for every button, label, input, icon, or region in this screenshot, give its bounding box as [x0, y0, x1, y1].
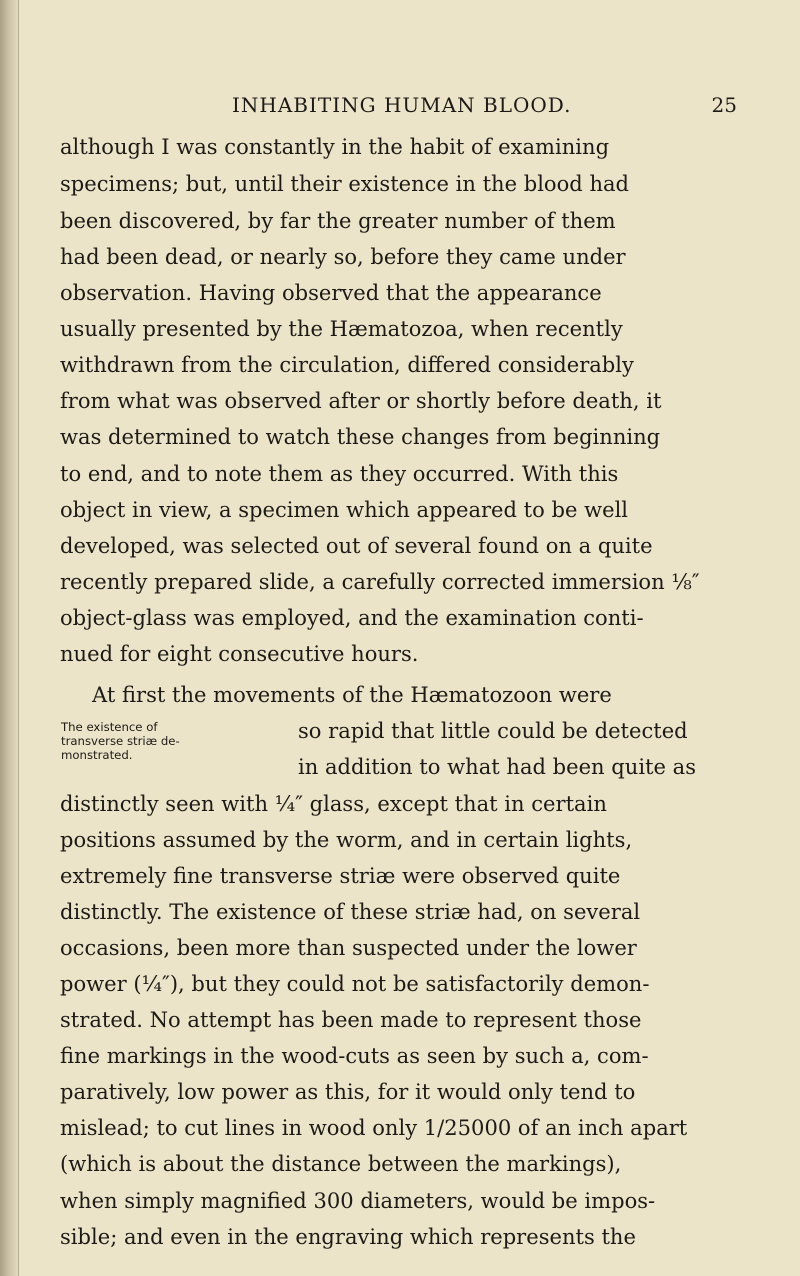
body-line: extremely fine transverse striæ were observed quite: [60, 862, 621, 888]
page-binding-edge: [18, 0, 19, 1276]
body-line: strated. No attempt has been made to represent those: [60, 1007, 642, 1033]
body-line: object in view, a specimen which appeared to be well: [60, 496, 629, 522]
page-binding-shadow: [0, 0, 18, 1276]
body-line: was determined to watch these changes from beginning: [60, 424, 661, 450]
running-head: INHABITING HUMAN BLOOD.: [232, 93, 572, 117]
body-line: sible; and even in the engraving which represents the: [60, 1223, 636, 1249]
body-line: object-glass was employed, and the examination conti-: [60, 604, 644, 630]
body-line: so rapid that little could be detected: [298, 718, 688, 744]
body-line: mislead; to cut lines in wood only 1/25000 of an inch apart: [60, 1115, 688, 1141]
body-line: to end, and to note them as they occurred. With this: [60, 460, 619, 486]
body-line: nued for eight consecutive hours.: [60, 641, 419, 666]
margin-note-line: transverse striæ de-: [61, 734, 180, 749]
body-line: recently prepared slide, a carefully corrected immersion ⅛″: [60, 568, 700, 594]
margin-note: [61, 720, 287, 762]
body-line: paratively, low power as this, for it would only tend to: [60, 1079, 636, 1105]
body-line: had been dead, or nearly so, before they came under: [60, 243, 626, 269]
body-line: withdrawn from the circulation, differed considerably: [60, 352, 634, 378]
body-line: been discovered, by far the greater number of them: [60, 207, 616, 233]
page-number: 25: [711, 93, 737, 117]
body-line: from what was observed after or shortly before death, it: [60, 388, 662, 414]
body-line: usually presented by the Hæmatozoa, when recently: [60, 316, 623, 342]
margin-note-line: The existence of: [61, 720, 158, 735]
body-line: observation. Having observed that the appearance: [60, 280, 602, 306]
body-line: fine markings in the wood-cuts as seen by such a, com-: [60, 1043, 649, 1069]
margin-note-line: monstrated.: [61, 748, 133, 763]
body-line: in addition to what had been quite as: [298, 754, 696, 780]
body-line: power (¼″), but they could not be satisfactorily demon-: [60, 970, 650, 996]
body-line: (which is about the distance between the markings),: [60, 1151, 622, 1177]
body-line: At first the movements of the Hæmatozoon were: [92, 682, 612, 708]
body-line: distinctly. The existence of these striæ had, on several: [60, 898, 641, 924]
body-line: when simply magnified 300 diameters, would be impos-: [60, 1187, 656, 1213]
body-line: positions assumed by the worm, and in certain lights,: [60, 826, 633, 852]
page-header: [232, 93, 737, 123]
body-line: occasions, been more than suspected under the lower: [60, 934, 637, 960]
body-line: although I was constantly in the habit of examining: [60, 134, 610, 159]
body-line: distinctly seen with ¼″ glass, except that in certain: [60, 790, 607, 816]
body-line: developed, was selected out of several found on a quite: [60, 532, 653, 558]
body-line: specimens; but, until their existence in the blood had: [60, 170, 630, 196]
